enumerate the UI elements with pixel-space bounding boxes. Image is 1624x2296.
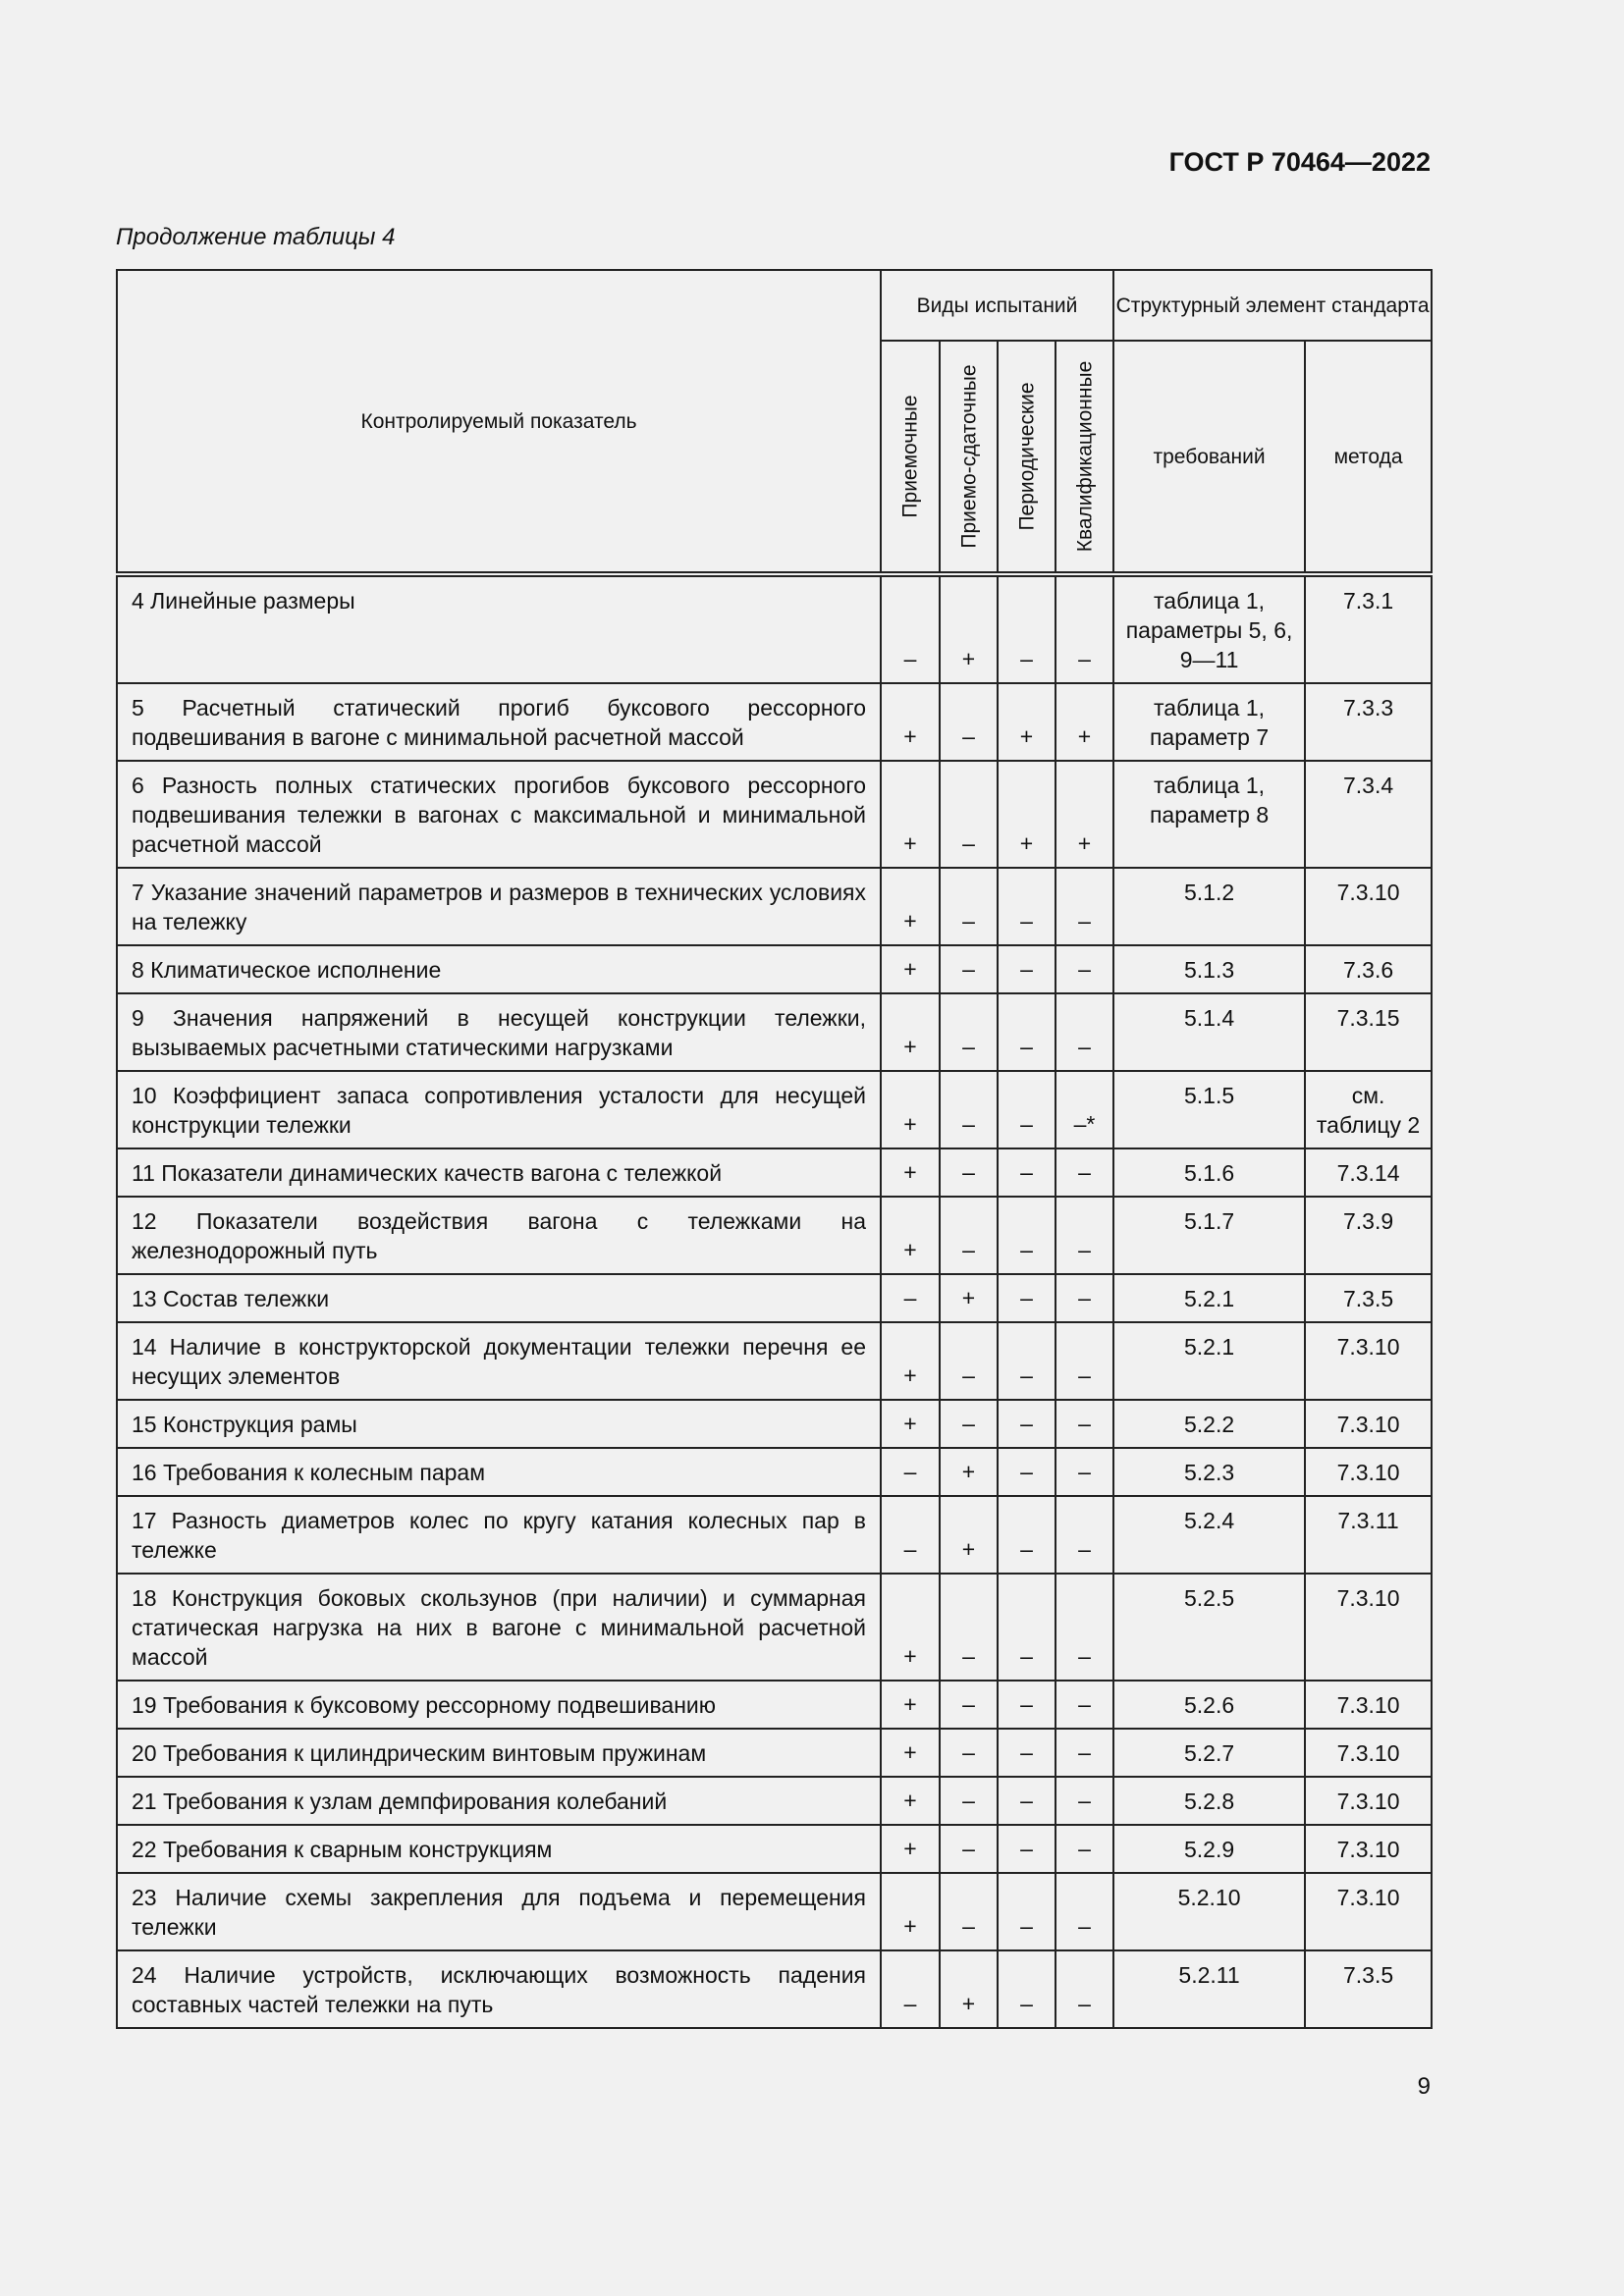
- test-mark-delivery: –: [940, 761, 998, 868]
- test-mark-delivery: +: [940, 1448, 998, 1496]
- test-mark-periodic: –: [998, 1496, 1056, 1574]
- table-row: [117, 1448, 1432, 1496]
- test-mark-acceptance: –: [881, 1496, 940, 1574]
- test-mark-acceptance: +: [881, 1825, 940, 1873]
- col-header-method: метода: [1305, 341, 1432, 574]
- test-mark-qualification: –: [1056, 868, 1113, 945]
- test-mark-delivery: +: [940, 1274, 998, 1322]
- method-ref-cell: 7.3.6: [1305, 945, 1432, 993]
- test-mark-periodic: –: [998, 1322, 1056, 1400]
- parameter-cell: 15 Конструкция рамы: [117, 1400, 881, 1448]
- test-mark-periodic: –: [998, 993, 1056, 1071]
- parameter-cell: 21 Требования к узлам демпфирования колебаний: [117, 1777, 881, 1825]
- table-row: [117, 683, 1432, 761]
- test-mark-qualification: –: [1056, 1681, 1113, 1729]
- table-row: [117, 1873, 1432, 1950]
- col-header-requirements: требований: [1113, 341, 1305, 574]
- test-mark-acceptance: –: [881, 574, 940, 683]
- test-mark-delivery: –: [940, 1400, 998, 1448]
- col-header-test-acceptance: [881, 341, 940, 574]
- parameter-cell: 13 Состав тележки: [117, 1274, 881, 1322]
- parameter-cell: 8 Климатическое исполнение: [117, 945, 881, 993]
- test-mark-qualification: +: [1056, 683, 1113, 761]
- requirements-ref-cell: 5.1.6: [1113, 1148, 1305, 1197]
- test-mark-periodic: –: [998, 868, 1056, 945]
- parameter-cell: 7 Указание значений параметров и размеров в технических условиях на тележку: [117, 868, 881, 945]
- parameter-cell: 23 Наличие схемы закрепления для подъема и перемещения тележки: [117, 1873, 881, 1950]
- parameter-cell: 14 Наличие в конструкторской документации тележки перечня ее несущих элементов: [117, 1322, 881, 1400]
- requirements-ref-cell: 5.2.5: [1113, 1574, 1305, 1681]
- parameter-cell: 22 Требования к сварным конструкциям: [117, 1825, 881, 1873]
- table-row: [117, 1148, 1432, 1197]
- test-mark-delivery: –: [940, 868, 998, 945]
- table-row: [117, 1274, 1432, 1322]
- test-mark-periodic: –: [998, 1777, 1056, 1825]
- parameter-cell: 24 Наличие устройств, исключающих возможность падения составных частей тележки на путь: [117, 1950, 881, 2028]
- requirements-ref-cell: 5.2.9: [1113, 1825, 1305, 1873]
- test-mark-delivery: +: [940, 574, 998, 683]
- requirements-table: [116, 269, 1433, 2029]
- table-row: [117, 945, 1432, 993]
- table-body: [117, 574, 1432, 2028]
- parameter-cell: 17 Разность диаметров колес по кругу катания колесных пар в тележке: [117, 1496, 881, 1574]
- parameter-cell: 19 Требования к буксовому рессорному подвешиванию: [117, 1681, 881, 1729]
- test-mark-periodic: –: [998, 1729, 1056, 1777]
- test-mark-acceptance: +: [881, 1729, 940, 1777]
- requirements-ref-cell: 5.2.1: [1113, 1274, 1305, 1322]
- requirements-ref-cell: 5.2.10: [1113, 1873, 1305, 1950]
- test-mark-delivery: –: [940, 1071, 998, 1148]
- requirements-ref-cell: 5.2.8: [1113, 1777, 1305, 1825]
- test-mark-delivery: –: [940, 1574, 998, 1681]
- requirements-ref-cell: 5.1.4: [1113, 993, 1305, 1071]
- test-mark-delivery: –: [940, 1681, 998, 1729]
- test-mark-delivery: +: [940, 1496, 998, 1574]
- test-mark-periodic: –: [998, 1448, 1056, 1496]
- method-ref-cell: 7.3.15: [1305, 993, 1432, 1071]
- col-header-test-delivery: [940, 341, 998, 574]
- requirements-ref-cell: таблица 1, параметр 8: [1113, 761, 1305, 868]
- method-ref-cell: 7.3.14: [1305, 1148, 1432, 1197]
- method-ref-cell: 7.3.10: [1305, 1825, 1432, 1873]
- method-ref-cell: 7.3.5: [1305, 1274, 1432, 1322]
- table-row: [117, 993, 1432, 1071]
- test-mark-acceptance: +: [881, 683, 940, 761]
- table-row: [117, 1400, 1432, 1448]
- test-mark-acceptance: +: [881, 1681, 940, 1729]
- requirements-ref-cell: 5.2.3: [1113, 1448, 1305, 1496]
- parameter-cell: 11 Показатели динамических качеств вагона с тележкой: [117, 1148, 881, 1197]
- test-mark-acceptance: –: [881, 1950, 940, 2028]
- test-mark-qualification: –: [1056, 1950, 1113, 2028]
- parameter-cell: 20 Требования к цилиндрическим винтовым пружинам: [117, 1729, 881, 1777]
- parameter-cell: 10 Коэффициент запаса сопротивления усталости для несущей конструкции тележки: [117, 1071, 881, 1148]
- test-mark-qualification: –: [1056, 574, 1113, 683]
- test-mark-periodic: –: [998, 1400, 1056, 1448]
- table-row: [117, 1322, 1432, 1400]
- table-caption: Продолжение таблицы 4: [116, 224, 396, 250]
- table-row: [117, 1574, 1432, 1681]
- test-mark-periodic: –: [998, 1148, 1056, 1197]
- parameter-cell: 6 Разность полных статических прогибов буксового рессорного подвешивания тележки в вагонах с максимальной и минимальной расчетной массой: [117, 761, 881, 868]
- test-mark-periodic: –: [998, 945, 1056, 993]
- test-mark-qualification: –: [1056, 1197, 1113, 1274]
- requirements-ref-cell: 5.2.6: [1113, 1681, 1305, 1729]
- test-mark-acceptance: –: [881, 1448, 940, 1496]
- test-mark-delivery: –: [940, 683, 998, 761]
- col-header-label: Периодические: [1015, 382, 1038, 531]
- requirements-ref-cell: 5.1.3: [1113, 945, 1305, 993]
- test-mark-acceptance: +: [881, 1322, 940, 1400]
- table-row: [117, 574, 1432, 683]
- test-mark-acceptance: –: [881, 1274, 940, 1322]
- test-mark-delivery: –: [940, 993, 998, 1071]
- method-ref-cell: 7.3.10: [1305, 1400, 1432, 1448]
- test-mark-qualification: +: [1056, 761, 1113, 868]
- test-mark-delivery: +: [940, 1950, 998, 2028]
- method-ref-cell: 7.3.10: [1305, 1681, 1432, 1729]
- requirements-ref-cell: 5.2.2: [1113, 1400, 1305, 1448]
- requirements-ref-cell: таблица 1, параметр 7: [1113, 683, 1305, 761]
- test-mark-acceptance: +: [881, 761, 940, 868]
- test-mark-delivery: –: [940, 1197, 998, 1274]
- requirements-ref-cell: 5.1.7: [1113, 1197, 1305, 1274]
- method-ref-cell: 7.3.10: [1305, 1873, 1432, 1950]
- test-mark-qualification: –: [1056, 1400, 1113, 1448]
- test-mark-delivery: –: [940, 1825, 998, 1873]
- test-mark-periodic: –: [998, 1071, 1056, 1148]
- test-mark-qualification: –: [1056, 1825, 1113, 1873]
- col-header-label: Приемо-сдаточные: [957, 364, 980, 549]
- parameter-cell: 16 Требования к колесным парам: [117, 1448, 881, 1496]
- table-row: [117, 868, 1432, 945]
- parameter-cell: 4 Линейные размеры: [117, 574, 881, 683]
- method-ref-cell: 7.3.10: [1305, 1322, 1432, 1400]
- header-row-1: [117, 270, 1432, 341]
- test-mark-delivery: –: [940, 1873, 998, 1950]
- test-mark-periodic: –: [998, 574, 1056, 683]
- method-ref-cell: 7.3.9: [1305, 1197, 1432, 1274]
- group-header-structural-element: Структурный элемент стандарта: [1113, 270, 1432, 341]
- test-mark-periodic: –: [998, 1873, 1056, 1950]
- method-ref-cell: 7.3.10: [1305, 1448, 1432, 1496]
- test-mark-qualification: –: [1056, 1448, 1113, 1496]
- test-mark-qualification: –: [1056, 945, 1113, 993]
- table-row: [117, 1950, 1432, 2028]
- test-mark-acceptance: +: [881, 1071, 940, 1148]
- method-ref-cell: 7.3.11: [1305, 1496, 1432, 1574]
- test-mark-periodic: –: [998, 1574, 1056, 1681]
- test-mark-periodic: +: [998, 683, 1056, 761]
- requirements-ref-cell: 5.2.1: [1113, 1322, 1305, 1400]
- test-mark-acceptance: +: [881, 1400, 940, 1448]
- method-ref-cell: 7.3.10: [1305, 868, 1432, 945]
- test-mark-qualification: –: [1056, 1274, 1113, 1322]
- test-mark-qualification: –: [1056, 993, 1113, 1071]
- test-mark-delivery: –: [940, 1148, 998, 1197]
- test-mark-qualification: –: [1056, 1148, 1113, 1197]
- test-mark-qualification: –: [1056, 1322, 1113, 1400]
- requirements-ref-cell: 5.2.4: [1113, 1496, 1305, 1574]
- method-ref-cell: 7.3.10: [1305, 1729, 1432, 1777]
- test-mark-periodic: +: [998, 761, 1056, 868]
- table-row: [117, 1496, 1432, 1574]
- test-mark-periodic: –: [998, 1681, 1056, 1729]
- test-mark-qualification: –: [1056, 1496, 1113, 1574]
- requirements-ref-cell: таблица 1, параметры 5, 6, 9—11: [1113, 574, 1305, 683]
- method-ref-cell: 7.3.1: [1305, 574, 1432, 683]
- parameter-cell: 12 Показатели воздействия вагона с тележками на железнодорожный путь: [117, 1197, 881, 1274]
- test-mark-qualification: –: [1056, 1729, 1113, 1777]
- parameter-cell: 9 Значения напряжений в несущей конструкции тележки, вызываемых расчетными статическими нагрузками: [117, 993, 881, 1071]
- table-row: [117, 1197, 1432, 1274]
- method-ref-cell: 7.3.3: [1305, 683, 1432, 761]
- test-mark-delivery: –: [940, 1729, 998, 1777]
- method-ref-cell: см. таблицу 2: [1305, 1071, 1432, 1148]
- test-mark-acceptance: +: [881, 1574, 940, 1681]
- group-header-test-types: Виды испытаний: [881, 270, 1113, 341]
- test-mark-acceptance: +: [881, 1873, 940, 1950]
- col-header-parameter: Контролируемый показатель: [117, 270, 881, 574]
- test-mark-qualification: –: [1056, 1873, 1113, 1950]
- document-code: ГОСТ Р 70464—2022: [1168, 147, 1431, 177]
- test-mark-acceptance: +: [881, 945, 940, 993]
- table-row: [117, 1071, 1432, 1148]
- parameter-cell: 18 Конструкция боковых скользунов (при наличии) и суммарная статическая нагрузка на них в вагоне с минимальной расчетной массой: [117, 1574, 881, 1681]
- requirements-ref-cell: 5.2.11: [1113, 1950, 1305, 2028]
- test-mark-delivery: –: [940, 1322, 998, 1400]
- requirements-ref-cell: 5.1.5: [1113, 1071, 1305, 1148]
- test-mark-periodic: –: [998, 1825, 1056, 1873]
- requirements-ref-cell: 5.2.7: [1113, 1729, 1305, 1777]
- test-mark-qualification: –*: [1056, 1071, 1113, 1148]
- table-row: [117, 1681, 1432, 1729]
- table-row: [117, 1729, 1432, 1777]
- method-ref-cell: 7.3.4: [1305, 761, 1432, 868]
- table-row: [117, 1777, 1432, 1825]
- test-mark-periodic: –: [998, 1197, 1056, 1274]
- parameter-cell: 5 Расчетный статический прогиб буксового рессорного подвешивания в вагоне с минимальной расчетной массой: [117, 683, 881, 761]
- test-mark-delivery: –: [940, 945, 998, 993]
- requirements-ref-cell: 5.1.2: [1113, 868, 1305, 945]
- test-mark-qualification: –: [1056, 1574, 1113, 1681]
- test-mark-acceptance: +: [881, 1197, 940, 1274]
- table-row: [117, 761, 1432, 868]
- method-ref-cell: 7.3.10: [1305, 1574, 1432, 1681]
- test-mark-qualification: –: [1056, 1777, 1113, 1825]
- test-mark-periodic: –: [998, 1274, 1056, 1322]
- col-header-test-qualification: [1056, 341, 1113, 574]
- col-header-label: Квалификационные: [1073, 360, 1097, 553]
- test-mark-acceptance: +: [881, 993, 940, 1071]
- table-row: [117, 1825, 1432, 1873]
- test-mark-delivery: –: [940, 1777, 998, 1825]
- col-header-test-periodic: [998, 341, 1056, 574]
- method-ref-cell: 7.3.5: [1305, 1950, 1432, 2028]
- test-mark-periodic: –: [998, 1950, 1056, 2028]
- test-mark-acceptance: +: [881, 868, 940, 945]
- test-mark-acceptance: +: [881, 1777, 940, 1825]
- test-mark-acceptance: +: [881, 1148, 940, 1197]
- page-number: 9: [1417, 2073, 1431, 2100]
- col-header-label: Приемочные: [898, 395, 922, 518]
- method-ref-cell: 7.3.10: [1305, 1777, 1432, 1825]
